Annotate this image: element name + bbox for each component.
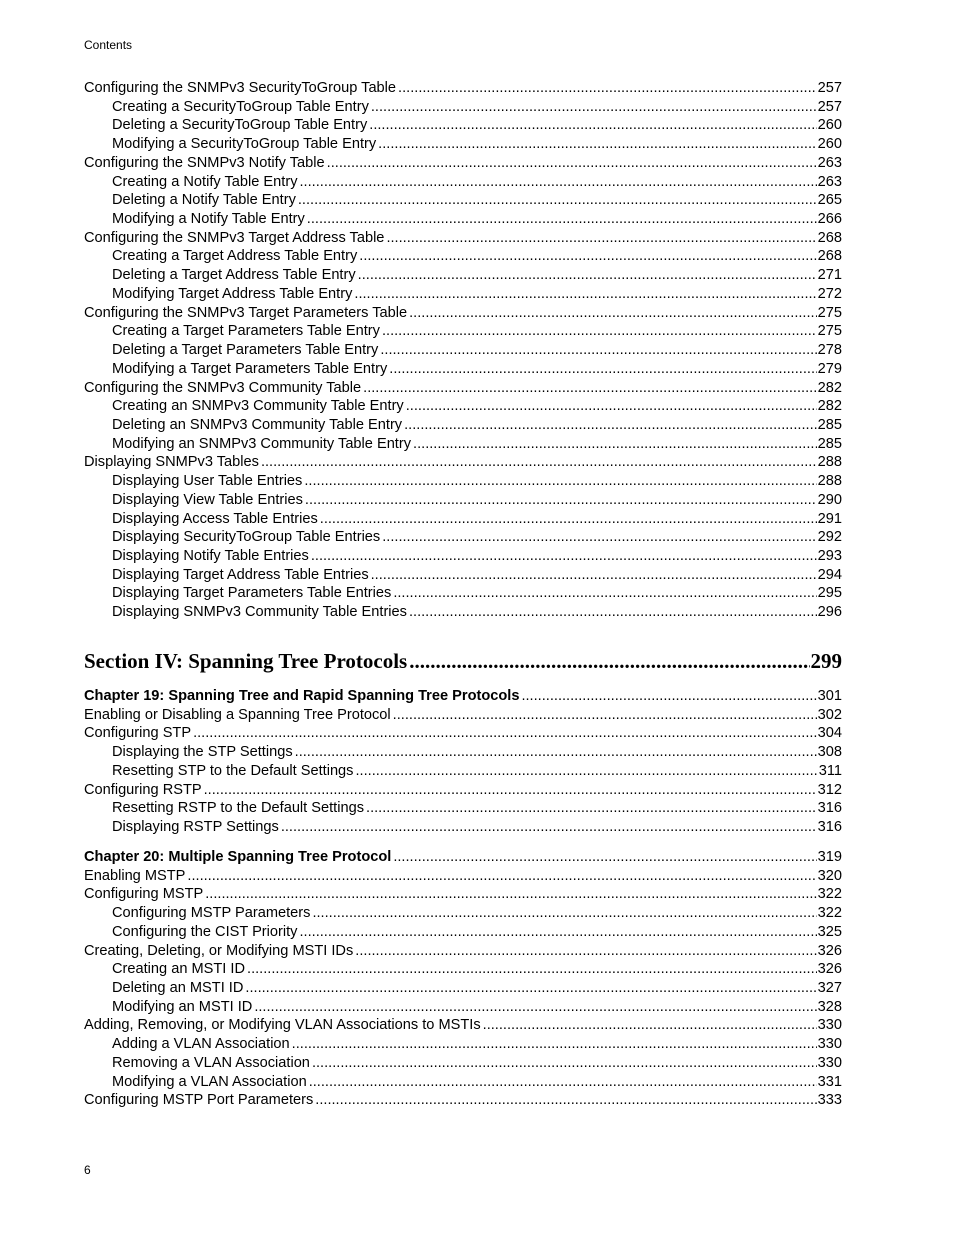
toc-entry-page-number: 257 <box>817 98 842 115</box>
page-number: 6 <box>84 1163 91 1177</box>
section-title: Section IV: Spanning Tree Protocols <box>84 649 408 673</box>
toc-entry[interactable] <box>84 379 842 398</box>
dot-leader <box>307 210 817 229</box>
toc-entry-page-number: 271 <box>817 267 842 284</box>
toc-entry[interactable] <box>84 867 842 886</box>
toc-entry[interactable] <box>84 1073 842 1092</box>
toc-entry-title: Configuring the SNMPv3 SecurityToGroup Table <box>84 80 397 96</box>
toc-entry-page-number: 282 <box>817 398 842 415</box>
toc-entry-title: Removing a VLAN Association <box>112 1054 310 1071</box>
dot-leader <box>304 472 816 491</box>
dot-leader <box>305 491 817 510</box>
toc-entry[interactable] <box>84 724 842 743</box>
dot-leader <box>378 135 816 154</box>
toc-entry-title: Modifying a Notify Table Entry <box>112 211 305 228</box>
toc-block-snmpv3 <box>84 79 842 622</box>
dot-leader <box>247 960 817 979</box>
dot-leader <box>187 867 816 886</box>
toc-entry[interactable] <box>84 435 842 454</box>
toc-entry[interactable] <box>84 266 842 285</box>
toc-entry[interactable] <box>84 960 842 979</box>
toc-entry-page-number: 304 <box>817 725 842 742</box>
toc-entry[interactable] <box>84 397 842 416</box>
toc-entry[interactable] <box>84 998 842 1017</box>
toc-entry-title: Displaying SNMPv3 Community Table Entries <box>112 604 407 621</box>
dot-leader <box>193 724 817 743</box>
toc-entry[interactable] <box>84 322 842 341</box>
toc-entry-title: Displaying SNMPv3 Tables <box>84 454 259 471</box>
dot-leader <box>521 687 816 706</box>
toc-entry-title: Enabling or Disabling a Spanning Tree Protocol <box>84 706 391 723</box>
toc-entry[interactable] <box>84 154 842 173</box>
dot-leader <box>261 453 817 472</box>
toc-entry[interactable] <box>84 1016 842 1035</box>
toc-entry-page-number: 257 <box>817 80 842 96</box>
toc-entry-page-number: 292 <box>817 529 842 546</box>
toc-entry[interactable] <box>84 979 842 998</box>
dot-leader <box>309 1073 817 1092</box>
dot-leader <box>413 435 817 454</box>
toc-entry-title: Modifying Target Address Table Entry <box>112 285 353 302</box>
dot-leader <box>245 979 816 998</box>
toc-entry-page-number: 263 <box>817 173 842 190</box>
toc-entry-title: Configuring STP <box>84 725 192 742</box>
toc-entry-title: Creating an SNMPv3 Community Table Entry <box>112 398 404 415</box>
toc-entry-page-number: 301 <box>817 688 842 704</box>
toc-entry[interactable] <box>84 360 842 379</box>
toc-entry-page-number: 325 <box>817 923 842 940</box>
toc-entry-title: Modifying an SNMPv3 Community Table Entry <box>112 435 412 452</box>
toc-entry-page-number: 260 <box>817 136 842 153</box>
dot-leader <box>312 904 816 923</box>
dot-leader <box>366 799 817 818</box>
toc-entry-page-number: 319 <box>817 849 842 865</box>
toc-entry-page-number: 278 <box>817 342 842 359</box>
toc-entry-page-number: 272 <box>817 285 842 302</box>
dot-leader <box>355 942 816 961</box>
toc-entry[interactable] <box>84 923 842 942</box>
dot-leader <box>393 584 816 603</box>
toc-entry-page-number: 330 <box>817 1036 842 1053</box>
toc-entry[interactable] <box>84 472 842 491</box>
toc-entry[interactable] <box>84 229 842 248</box>
toc-entry[interactable] <box>84 603 842 622</box>
dot-leader <box>371 566 817 585</box>
toc-entry[interactable] <box>84 510 842 529</box>
toc-entry-title: Displaying RSTP Settings <box>112 819 279 836</box>
toc-entry-title: Displaying Notify Table Entries <box>112 547 309 564</box>
toc-entry-title: Deleting an MSTI ID <box>112 980 244 997</box>
dot-leader <box>254 998 816 1017</box>
toc-entry[interactable] <box>84 341 842 360</box>
toc-entry-title: Displaying Target Parameters Table Entries <box>112 585 392 602</box>
toc-entry-page-number: 279 <box>817 360 842 377</box>
toc-entry-title: Configuring the SNMPv3 Target Parameters Table <box>84 304 408 321</box>
toc-entry[interactable] <box>84 416 842 435</box>
dot-leader <box>295 743 817 762</box>
toc-entry-title: Resetting STP to the Default Settings <box>112 762 354 779</box>
toc-entry-title: Displaying the STP Settings <box>112 744 293 761</box>
running-header: Contents <box>84 38 133 52</box>
toc-entry-page-number: 260 <box>817 117 842 134</box>
toc-entry[interactable] <box>84 706 842 725</box>
dot-leader <box>281 818 817 837</box>
toc-entry[interactable] <box>84 1091 842 1110</box>
dot-leader <box>205 885 816 904</box>
toc-entry-page-number: 285 <box>817 435 842 452</box>
section-page-number: 299 <box>810 649 842 673</box>
toc-entry[interactable] <box>84 818 842 837</box>
toc-entry-title: Creating a Target Address Table Entry <box>112 248 358 265</box>
toc-entry[interactable] <box>84 1035 842 1054</box>
toc-entry-title: Configuring the SNMPv3 Target Address Table <box>84 229 385 246</box>
toc-entry[interactable] <box>84 210 842 229</box>
toc-entry-page-number: 288 <box>817 454 842 471</box>
toc-entry-page-number: 268 <box>817 229 842 246</box>
toc-entry[interactable] <box>84 453 842 472</box>
dot-leader <box>358 266 817 285</box>
dot-leader <box>320 510 817 529</box>
toc-entry-title: Displaying Target Address Table Entries <box>112 566 369 583</box>
toc-entry-title: Adding a VLAN Association <box>112 1036 290 1053</box>
dot-leader <box>382 322 817 341</box>
dot-leader <box>327 154 817 173</box>
dot-leader <box>409 603 817 622</box>
dot-leader <box>355 762 817 781</box>
toc-entry-page-number: 320 <box>817 867 842 884</box>
toc-entry-title: Configuring MSTP <box>84 886 204 903</box>
dot-leader <box>483 1016 817 1035</box>
toc-entry[interactable] <box>84 528 842 547</box>
toc-chapter-entry[interactable] <box>84 848 842 867</box>
dot-leader <box>393 848 816 867</box>
toc-entry-title: Adding, Removing, or Modifying VLAN Associations to MSTIs <box>84 1017 481 1034</box>
dot-leader <box>204 781 817 800</box>
toc-entry-page-number: 330 <box>817 1017 842 1034</box>
toc-entry-page-number: 263 <box>817 154 842 171</box>
section-entry[interactable] <box>84 647 842 675</box>
dot-leader <box>409 304 817 323</box>
toc-entry-title: Modifying a SecurityToGroup Table Entry <box>112 136 377 153</box>
dot-leader <box>389 360 816 379</box>
toc-entry-page-number: 282 <box>817 379 842 396</box>
dot-leader <box>354 285 816 304</box>
toc-entry[interactable] <box>84 942 842 961</box>
dot-leader <box>300 173 817 192</box>
dot-leader <box>359 247 816 266</box>
toc-entry-page-number: 330 <box>817 1054 842 1071</box>
dot-leader <box>363 379 817 398</box>
toc-entry[interactable] <box>84 547 842 566</box>
dot-leader <box>404 416 817 435</box>
toc-entry-title: Configuring RSTP <box>84 781 202 798</box>
toc-entry-title: Deleting a SecurityToGroup Table Entry <box>112 117 368 134</box>
toc-entry[interactable] <box>84 98 842 117</box>
toc-chapter-entry[interactable] <box>84 687 842 706</box>
toc-entry-title: Displaying User Table Entries <box>112 473 303 490</box>
dot-leader <box>298 191 817 210</box>
toc-entry-title: Deleting an SNMPv3 Community Table Entry <box>112 416 403 433</box>
toc-entry-page-number: 322 <box>817 905 842 922</box>
toc-entry-title: Modifying a VLAN Association <box>112 1073 307 1090</box>
toc-entry[interactable] <box>84 304 842 323</box>
toc-entry[interactable] <box>84 762 842 781</box>
toc-entry-title: Creating a SecurityToGroup Table Entry <box>112 98 369 115</box>
dot-leader <box>369 116 816 135</box>
toc-entry-title: Creating a Notify Table Entry <box>112 173 298 190</box>
toc-entry[interactable] <box>84 885 842 904</box>
toc-entry-page-number: 288 <box>817 473 842 490</box>
dot-leader <box>393 706 817 725</box>
toc-entry-page-number: 302 <box>817 706 842 723</box>
toc-entry-page-number: 322 <box>817 886 842 903</box>
toc-entry-title: Chapter 19: Spanning Tree and Rapid Spanning Tree Protocols <box>84 688 520 704</box>
toc-entry-title: Deleting a Target Parameters Table Entry <box>112 342 379 359</box>
toc-entry[interactable] <box>84 904 842 923</box>
toc-entry-page-number: 266 <box>817 211 842 228</box>
dot-leader <box>311 547 817 566</box>
toc-entry-page-number: 327 <box>817 980 842 997</box>
toc-entry-page-number: 290 <box>817 491 842 508</box>
toc-entry-page-number: 308 <box>817 744 842 761</box>
toc-entry-page-number: 291 <box>817 510 842 527</box>
toc-entry-title: Creating a Target Parameters Table Entry <box>112 323 380 340</box>
toc-entry[interactable] <box>84 173 842 192</box>
toc-entry[interactable] <box>84 247 842 266</box>
toc-entry[interactable] <box>84 135 842 154</box>
dot-leader <box>299 923 816 942</box>
toc-entry[interactable] <box>84 116 842 135</box>
dot-leader <box>409 647 809 675</box>
toc-entry-title: Configuring the SNMPv3 Community Table <box>84 379 362 396</box>
toc-entry-title: Modifying a Target Parameters Table Entry <box>112 360 388 377</box>
toc-entry[interactable] <box>84 191 842 210</box>
toc-entry[interactable] <box>84 491 842 510</box>
toc-entry-title: Chapter 20: Multiple Spanning Tree Protocol <box>84 849 392 865</box>
toc-entry-page-number: 326 <box>817 942 842 959</box>
toc-entry[interactable] <box>84 799 842 818</box>
toc-entry-title: Deleting a Notify Table Entry <box>112 192 296 209</box>
toc-entry[interactable] <box>84 743 842 762</box>
toc-entry-title: Deleting a Target Address Table Entry <box>112 267 356 284</box>
toc-entry-page-number: 311 <box>818 762 842 779</box>
dot-leader <box>315 1091 816 1110</box>
dot-leader <box>371 98 817 117</box>
toc-entry[interactable] <box>84 566 842 585</box>
toc-entry-page-number: 296 <box>817 604 842 621</box>
toc-entry-title: Resetting RSTP to the Default Settings <box>112 800 365 817</box>
toc-entry-page-number: 295 <box>817 585 842 602</box>
toc-entry-page-number: 328 <box>817 998 842 1015</box>
dot-leader <box>292 1035 817 1054</box>
toc-entry-page-number: 316 <box>817 819 842 836</box>
toc-entry-page-number: 333 <box>817 1092 842 1109</box>
dot-leader <box>312 1054 817 1073</box>
toc-entry-title: Configuring the SNMPv3 Notify Table <box>84 154 325 171</box>
toc-entry-page-number: 265 <box>817 192 842 209</box>
toc-section-heading <box>84 647 842 675</box>
toc-entry-title: Displaying SecurityToGroup Table Entries <box>112 529 381 546</box>
toc-block-chapter-19 <box>84 687 842 837</box>
toc-entry[interactable] <box>84 1054 842 1073</box>
toc-entry-page-number: 293 <box>817 547 842 564</box>
toc-entry-title: Configuring the CIST Priority <box>112 923 298 940</box>
toc-entry[interactable] <box>84 285 842 304</box>
toc-entry-title: Modifying an MSTI ID <box>112 998 253 1015</box>
toc-entry-title: Enabling MSTP <box>84 867 186 884</box>
toc-entry-page-number: 285 <box>817 416 842 433</box>
toc-entry-page-number: 294 <box>817 566 842 583</box>
dot-leader <box>406 397 817 416</box>
toc-entry[interactable] <box>84 584 842 603</box>
toc-entry-title: Creating, Deleting, or Modifying MSTI IDs <box>84 942 354 959</box>
toc-entry-title: Displaying View Table Entries <box>112 491 303 508</box>
toc-entry-title: Creating an MSTI ID <box>112 961 246 978</box>
toc-entry-title: Configuring MSTP Parameters <box>112 905 311 922</box>
dot-leader <box>386 229 816 248</box>
toc-entry-title: Displaying Access Table Entries <box>112 510 318 527</box>
toc-block-chapter-20 <box>84 848 842 1110</box>
dot-leader <box>380 341 816 360</box>
dot-leader <box>382 528 816 547</box>
toc-entry-page-number: 268 <box>817 248 842 265</box>
dot-leader <box>398 79 817 98</box>
toc-entry-page-number: 275 <box>817 323 842 340</box>
toc-entry-page-number: 275 <box>817 304 842 321</box>
toc-entry-page-number: 326 <box>817 961 842 978</box>
toc-entry-title: Configuring MSTP Port Parameters <box>84 1092 314 1109</box>
toc-entry-page-number: 331 <box>817 1073 842 1090</box>
toc-entry-page-number: 316 <box>817 800 842 817</box>
toc-entry-page-number: 312 <box>817 781 842 798</box>
toc-entry[interactable] <box>84 79 842 98</box>
toc-entry[interactable] <box>84 781 842 800</box>
